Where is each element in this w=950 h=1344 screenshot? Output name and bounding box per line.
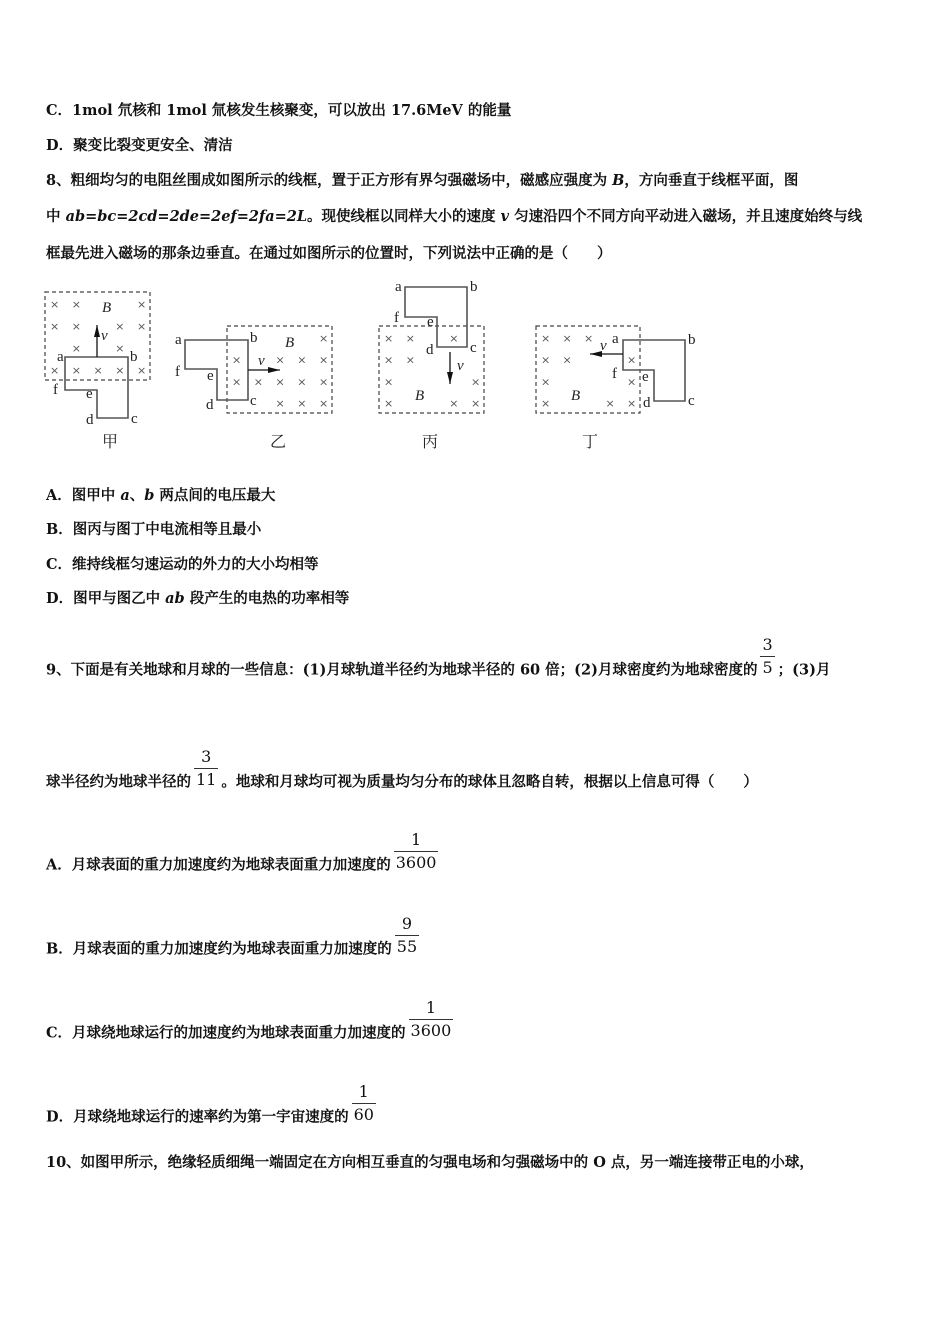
field-cross: × (71, 342, 81, 355)
field-cross: × (405, 332, 415, 345)
velocity-label: v (600, 338, 607, 354)
field-cross: × (319, 397, 329, 410)
field-cross: × (384, 397, 394, 410)
vertex-label-c: c (250, 393, 257, 409)
q10-line-1: 10、如图甲所示，绝缘轻质细绳一端固定在方向相互垂直的匀强电场和匀强磁场中的 O 点，另一端连接带正电的小球， (46, 1154, 814, 1171)
field-cross: × (275, 353, 285, 367)
field-cross: × (137, 364, 147, 377)
field-cross: × (71, 298, 81, 311)
q8-line-2: 中 ab=bc=2cd=2de=2ef=2fa=2L。现使线框以同样大小的速度 v 匀速沿四个不同方向平动进入磁场，并且速度始终与线 (46, 208, 863, 225)
field-cross: × (253, 375, 263, 389)
q9-option-a: A．月球表面的重力加速度约为地球表面重力加速度的 $\frac{1}{3600}$ (46, 830, 437, 874)
vertex-label-c: c (470, 340, 477, 356)
vertex-label-d: d (206, 397, 214, 413)
field-label-B: B (102, 300, 112, 316)
vertex-label-a: a (175, 332, 182, 348)
vertex-label-a: a (395, 279, 402, 295)
vertex-label-e: e (427, 314, 434, 330)
field-cross: × (471, 397, 481, 410)
q8-line-3: 框最先进入磁场的那条边垂直。在通过如图所示的位置时，下列说法中正确的是（ ） (46, 245, 612, 262)
q8-option-b: B．图丙与图丁中电流相等且最小 (46, 521, 262, 538)
q8-figure (0, 275, 950, 455)
field-cross: × (605, 397, 615, 410)
velocity-label: v (457, 358, 464, 374)
field-cross: × (297, 397, 307, 410)
field-cross: × (405, 353, 415, 367)
figure-caption-3: 丙 (422, 434, 439, 451)
q8-line-1: 8、粗细均匀的电阻丝围成如图所示的线框，置于正方形有界匀强磁场中，磁感应强度为 B，方向垂直于线框平面，图 (46, 172, 799, 189)
field-label-B: B (571, 388, 581, 404)
field-cross: × (541, 332, 551, 345)
field-cross: × (71, 320, 81, 333)
figure-caption-1: 甲 (102, 434, 119, 451)
q7-option-c: C．1mol 氘核和 1mol 氚核发生核聚变，可以放出 17.6MeV 的能量 (46, 102, 512, 119)
velocity-label: v (101, 328, 108, 344)
vertex-label-f: f (394, 310, 399, 326)
fraction: $\frac{9}{55}$ (396, 914, 418, 956)
q8-option-a: A．图甲中 a、b 两点间的电压最大 (46, 487, 276, 504)
field-cross: × (50, 320, 60, 333)
vertex-label-a: a (612, 331, 619, 347)
vertex-label-f: f (612, 366, 617, 382)
wire-frame (185, 340, 248, 400)
fraction: $\frac{3}{5}$ (762, 635, 773, 677)
field-cross: × (384, 353, 394, 367)
q9-option-b: B．月球表面的重力加速度约为地球表面重力加速度的 $\frac{9}{55}$ (46, 914, 418, 958)
field-cross: × (384, 332, 394, 345)
field-cross: × (627, 397, 637, 410)
field-cross: × (471, 375, 481, 389)
field-cross: × (541, 397, 551, 410)
vertex-label-f: f (53, 382, 58, 398)
arrow-head-icon (268, 367, 280, 373)
field-cross: × (584, 332, 594, 345)
field-cross: × (562, 353, 572, 367)
vertex-label-e: e (642, 369, 649, 385)
vertex-label-c: c (688, 393, 695, 409)
field-cross: × (71, 364, 81, 377)
field-cross: × (627, 375, 637, 389)
vertex-label-d: d (426, 342, 434, 358)
vertex-label-e: e (86, 386, 93, 402)
vertex-label-e: e (207, 368, 214, 384)
arrow-head-icon (447, 372, 453, 384)
q7-option-d: D．聚变比裂变更安全、清洁 (46, 137, 233, 154)
q9-line-1: 9、下面是有关地球和月球的一些信息：(1)月球轨道半径约为地球半径的 60 倍；(2)月球密度约为地球密度的 $\frac{3}{5}$ ；(3)月 (46, 635, 831, 679)
vertex-label-b: b (130, 349, 138, 365)
vertex-label-b: b (250, 330, 258, 346)
field-cross: × (137, 298, 147, 311)
field-cross: × (232, 375, 242, 389)
vertex-label-c: c (131, 411, 138, 427)
field-cross: × (319, 375, 329, 389)
field-cross: × (297, 375, 307, 389)
figure-caption-4: 丁 (582, 434, 599, 451)
field-cross: × (319, 353, 329, 367)
field-cross: × (137, 320, 147, 333)
vertex-label-b: b (470, 279, 478, 295)
field-cross: × (449, 332, 459, 345)
vertex-label-f: f (175, 364, 180, 380)
field-cross: × (275, 397, 285, 410)
fraction: $\frac{3}{11}$ (196, 747, 217, 789)
vertex-label-d: d (86, 412, 94, 428)
field-cross: × (541, 375, 551, 389)
fraction: $\frac{1}{3600}$ (410, 998, 452, 1040)
field-cross: × (319, 332, 329, 345)
field-cross: × (275, 375, 285, 389)
field-cross: × (93, 364, 103, 377)
field-cross: × (50, 298, 60, 311)
fraction: $\frac{1}{3600}$ (395, 830, 437, 872)
field-cross: × (562, 332, 572, 345)
q8-option-c: C．维持线框匀速运动的外力的大小均相等 (46, 556, 319, 573)
vertex-label-d: d (643, 395, 651, 411)
velocity-label: v (258, 353, 265, 369)
field-cross: × (232, 353, 242, 367)
q9-option-c: C．月球绕地球运行的加速度约为地球表面重力加速度的 $\frac{1}{3600}$ (46, 998, 452, 1042)
field-cross: × (115, 320, 125, 333)
field-cross: × (449, 397, 459, 410)
wire-frame (623, 340, 685, 401)
field-cross: × (627, 353, 637, 367)
field-label-B: B (415, 388, 425, 404)
arrow-head-icon (94, 325, 100, 337)
fraction: $\frac{1}{60}$ (353, 1082, 374, 1124)
vertex-label-a: a (57, 349, 64, 365)
field-cross: × (541, 353, 551, 367)
field-label-B: B (285, 335, 295, 351)
field-cross: × (297, 353, 307, 367)
q9-line-2: 球半径约为地球半径的 $\frac{3}{11}$ 。地球和月球均可视为质量均匀分布的球体且忽略自转，根据以上信息可得（ ） (46, 747, 758, 791)
magnetic-field-region (379, 326, 484, 413)
field-cross: × (115, 364, 125, 377)
figure-caption-2: 乙 (270, 434, 287, 451)
vertex-label-b: b (688, 332, 696, 348)
field-cross: × (115, 342, 125, 355)
field-cross: × (50, 364, 60, 377)
q9-option-d: D．月球绕地球运行的速率约为第一宇宙速度的 $\frac{1}{60}$ (46, 1082, 374, 1126)
field-cross: × (384, 375, 394, 389)
q8-option-d: D．图甲与图乙中 ab 段产生的电热的功率相等 (46, 590, 350, 607)
